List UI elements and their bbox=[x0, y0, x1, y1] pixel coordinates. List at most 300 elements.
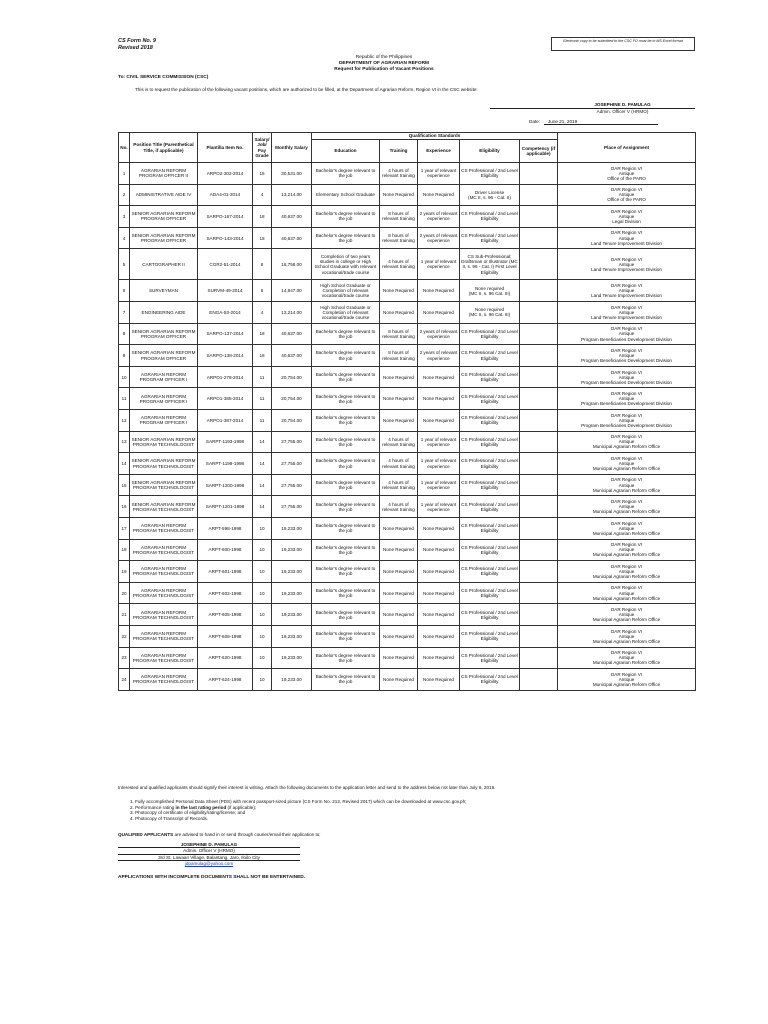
salary-grade: 10 bbox=[253, 669, 272, 691]
monthly-salary: 40,637.00 bbox=[272, 227, 312, 249]
place-of-assignment: DAR Region VI Antique Land Tenure Improvement Division bbox=[558, 280, 696, 302]
addressee: To: CIVIL SERVICE COMMISSION (CSC) bbox=[118, 75, 209, 80]
monthly-salary: 30,531.00 bbox=[272, 163, 312, 185]
training: 8 hours of relevant training bbox=[380, 323, 418, 345]
education: Elementary School Graduate bbox=[312, 184, 380, 206]
eligibility: CS Professional / 2nd Level Eligibility bbox=[460, 206, 520, 228]
education: Bachelor's degree relevant to the job bbox=[312, 582, 380, 604]
education: Bachelor's degree relevant to the job bbox=[312, 410, 380, 432]
table-body bbox=[119, 163, 696, 691]
salary-grade: 15 bbox=[253, 163, 272, 185]
training: None Required bbox=[380, 184, 418, 206]
monthly-salary: 14,847.00 bbox=[272, 280, 312, 302]
required-documents bbox=[130, 799, 466, 821]
place-of-assignment: DAR Region VI Antique Municipal Agrarian Reform Office bbox=[558, 474, 696, 496]
signatory-name: JOSEPHINE D. PAMULAG bbox=[594, 102, 651, 107]
experience: 1 year of relevant experience bbox=[418, 163, 460, 185]
row-number: 20 bbox=[119, 582, 130, 604]
eligibility: CS Professional / 2nd Level Eligibility bbox=[460, 345, 520, 367]
row-number: 17 bbox=[119, 518, 130, 540]
table-row bbox=[119, 669, 696, 691]
competency bbox=[520, 647, 558, 669]
form-no: CS Form No. 9 bbox=[118, 38, 156, 44]
table-row bbox=[119, 249, 696, 280]
monthly-salary: 27,755.00 bbox=[272, 431, 312, 453]
education: Bachelor's degree relevant to the job bbox=[312, 561, 380, 583]
training: None Required bbox=[380, 410, 418, 432]
position-title: SENIOR AGRARIAN REFORM PROGRAM OFFICER bbox=[130, 345, 198, 367]
eligibility: CS Professional / 2nd Level Eligibility bbox=[460, 647, 520, 669]
plantilla-item: CGR2-51-2014 bbox=[198, 249, 253, 280]
education: Bachelor's degree relevant to the job bbox=[312, 431, 380, 453]
education: High School Graduate or Completion of relevant vocational/trade course bbox=[312, 280, 380, 302]
education: Bachelor's degree relevant to the job bbox=[312, 206, 380, 228]
salary-grade: 14 bbox=[253, 453, 272, 475]
competency bbox=[520, 302, 558, 324]
salary-grade: 4 bbox=[253, 302, 272, 324]
competency bbox=[520, 431, 558, 453]
education: Bachelor's degree relevant to the job bbox=[312, 474, 380, 496]
address-block bbox=[118, 842, 300, 866]
experience: 2 years of relevant experience bbox=[418, 206, 460, 228]
plantilla-item: ARPT-600-1998 bbox=[198, 539, 253, 561]
table-row bbox=[119, 518, 696, 540]
header-place: Place of Assignment bbox=[558, 133, 696, 163]
plantilla-item: ARPO1-385-2014 bbox=[198, 388, 253, 410]
date-row bbox=[490, 119, 695, 125]
qualified-bold: QUALIFIED APPLICANTS bbox=[118, 832, 174, 837]
competency bbox=[520, 249, 558, 280]
salary-grade: 10 bbox=[253, 518, 272, 540]
competency bbox=[520, 669, 558, 691]
salary-grade: 14 bbox=[253, 431, 272, 453]
row-number: 19 bbox=[119, 561, 130, 583]
address-name: JOSEPHINE D. PAMULAG bbox=[180, 842, 238, 847]
place-of-assignment: DAR Region VI Antique Municipal Agrarian Reform Office bbox=[558, 431, 696, 453]
doc2-bold: in the last rating period bbox=[175, 804, 227, 810]
position-title: SENIOR AGRARIAN REFORM PROGRAM TECHNOLOGIST bbox=[130, 474, 198, 496]
training: None Required bbox=[380, 280, 418, 302]
salary-grade: 11 bbox=[253, 366, 272, 388]
competency bbox=[520, 280, 558, 302]
document-item: 4. Photocopy of Transcript of Records. bbox=[130, 815, 209, 821]
row-number: 18 bbox=[119, 539, 130, 561]
training: None Required bbox=[380, 625, 418, 647]
plantilla-item: SARPO-143-2014 bbox=[198, 227, 253, 249]
experience: 1 year of relevant experience bbox=[418, 453, 460, 475]
education: Bachelor's degree relevant to the job bbox=[312, 625, 380, 647]
place-of-assignment: DAR Region VI Antique Municipal Agrarian Reform Office bbox=[558, 539, 696, 561]
eligibility: CS Professional / 2nd Level Eligibility bbox=[460, 410, 520, 432]
email-link[interactable]: jdpamulag@yahoo.com bbox=[118, 860, 300, 866]
table-row bbox=[119, 496, 696, 518]
qualified-applicants-note bbox=[118, 832, 321, 837]
competency bbox=[520, 582, 558, 604]
position-title: SENIOR AGRARIAN REFORM PROGRAM TECHNOLOGIST bbox=[130, 496, 198, 518]
experience: 2 years of relevant experience bbox=[418, 345, 460, 367]
eligibility: CS Professional / 2nd Level Eligibility bbox=[460, 453, 520, 475]
training: None Required bbox=[380, 669, 418, 691]
form-revised: Revised 2018 bbox=[118, 44, 153, 51]
header-position: Position Title (Parenthetical Title, if applicable) bbox=[130, 133, 198, 163]
salary-grade: 14 bbox=[253, 474, 272, 496]
monthly-salary: 19,233.00 bbox=[272, 582, 312, 604]
training: 8 hours of relevant training bbox=[380, 227, 418, 249]
row-number: 16 bbox=[119, 496, 130, 518]
experience: None Required bbox=[418, 184, 460, 206]
position-title: AGRARIAN REFORM PROGRAM OFFICER I bbox=[130, 410, 198, 432]
monthly-salary: 27,755.00 bbox=[272, 474, 312, 496]
plantilla-item: ARPO1-278-2014 bbox=[198, 366, 253, 388]
experience: None Required bbox=[418, 518, 460, 540]
table-row bbox=[119, 366, 696, 388]
address-street: 3rd St. Lawaan Village, Balantang, Jaro, Iloilo City bbox=[118, 854, 300, 860]
experience: 1 year of relevant experience bbox=[418, 249, 460, 280]
place-of-assignment: DAR Region VI Antique Legal Division bbox=[558, 206, 696, 228]
position-title: AGRARIAN REFORM PROGRAM TECHNOLOGIST bbox=[130, 604, 198, 626]
salary-grade: 10 bbox=[253, 582, 272, 604]
competency bbox=[520, 184, 558, 206]
eligibility: None required (MC II, s. 96 Cat. III) bbox=[460, 302, 520, 324]
experience: None Required bbox=[418, 302, 460, 324]
salary-grade: 11 bbox=[253, 410, 272, 432]
competency bbox=[520, 561, 558, 583]
competency bbox=[520, 604, 558, 626]
position-title: ENGINEERING AIDE bbox=[130, 302, 198, 324]
salary-grade: 10 bbox=[253, 561, 272, 583]
place-of-assignment: DAR Region VI Antique Program Beneficiaries Development Division bbox=[558, 323, 696, 345]
header-salary-grade: Salary/ Job/ Pay Grade bbox=[253, 133, 272, 163]
table-row bbox=[119, 431, 696, 453]
place-of-assignment: DAR Region VI Antique Land Tenure Improvement Division bbox=[558, 227, 696, 249]
monthly-salary: 19,233.00 bbox=[272, 669, 312, 691]
doc2-pre: 2. Performance rating bbox=[130, 804, 175, 810]
monthly-salary: 40,637.00 bbox=[272, 345, 312, 367]
salary-grade: 11 bbox=[253, 388, 272, 410]
place-of-assignment: DAR Region VI Antique Office of the PARO bbox=[558, 163, 696, 185]
table-row bbox=[119, 625, 696, 647]
table-row bbox=[119, 582, 696, 604]
position-title: SENIOR AGRARIAN REFORM PROGRAM TECHNOLOGIST bbox=[130, 453, 198, 475]
table-row bbox=[119, 410, 696, 432]
place-of-assignment: DAR Region VI Antique Land Tenure Improvement Division bbox=[558, 249, 696, 280]
place-of-assignment: DAR Region VI Antique Municipal Agrarian Reform Office bbox=[558, 518, 696, 540]
competency bbox=[520, 453, 558, 475]
experience: None Required bbox=[418, 366, 460, 388]
table-row bbox=[119, 302, 696, 324]
plantilla-item: SARPO-167-2014 bbox=[198, 206, 253, 228]
eligibility: CS Professional / 2nd Level Eligibility bbox=[460, 625, 520, 647]
plantilla-item: SURVM-49-2014 bbox=[198, 280, 253, 302]
eligibility: CS Professional / 2nd Level Eligibility bbox=[460, 323, 520, 345]
eligibility: CS Professional / 2nd Level Eligibility bbox=[460, 539, 520, 561]
table-row bbox=[119, 561, 696, 583]
excel-format-note: Electronic copy to be submitted to the CSC FO must be in MS Excel format bbox=[551, 37, 695, 51]
row-number: 8 bbox=[119, 323, 130, 345]
competency bbox=[520, 206, 558, 228]
training: None Required bbox=[380, 518, 418, 540]
education: Bachelor's degree relevant to the job bbox=[312, 604, 380, 626]
experience: 1 year of relevant experience bbox=[418, 431, 460, 453]
place-of-assignment: DAR Region VI Antique Program Beneficiaries Development Division bbox=[558, 345, 696, 367]
qualified-rest: are advised to hand in or send through courier/email their application to: bbox=[174, 832, 321, 837]
monthly-salary: 16,758.00 bbox=[272, 249, 312, 280]
position-title: AGRARIAN REFORM PROGRAM OFFICER II bbox=[130, 163, 198, 185]
competency bbox=[520, 410, 558, 432]
competency bbox=[520, 366, 558, 388]
experience: 1 year of relevant experience bbox=[418, 496, 460, 518]
salary-grade: 8 bbox=[253, 249, 272, 280]
plantilla-item: SARPT-1200-1998 bbox=[198, 474, 253, 496]
competency bbox=[520, 388, 558, 410]
experience: None Required bbox=[418, 669, 460, 691]
monthly-salary: 20,754.00 bbox=[272, 366, 312, 388]
request-text: This is to request the publication of the following vacant positions, which are authorized to be filled, at the Department of Agrarian Reform, Region VI in the CSC website: bbox=[135, 87, 478, 92]
eligibility: CS Professional / 2nd Level Eligibility bbox=[460, 163, 520, 185]
training: None Required bbox=[380, 302, 418, 324]
monthly-salary: 19,233.00 bbox=[272, 539, 312, 561]
row-number: 13 bbox=[119, 431, 130, 453]
salary-grade: 4 bbox=[253, 184, 272, 206]
salary-grade: 10 bbox=[253, 539, 272, 561]
position-title: SENIOR AGRARIAN REFORM PROGRAM OFFICER bbox=[130, 227, 198, 249]
monthly-salary: 19,233.00 bbox=[272, 625, 312, 647]
row-number: 14 bbox=[119, 453, 130, 475]
doc2-post: (if applicable); bbox=[227, 804, 257, 810]
plantilla-item: ARPT-602-1998 bbox=[198, 582, 253, 604]
plantilla-item: ENGA-53-2014 bbox=[198, 302, 253, 324]
education: Bachelor's degree relevant to the job bbox=[312, 227, 380, 249]
position-title: AGRARIAN REFORM PROGRAM TECHNOLOGIST bbox=[130, 647, 198, 669]
eligibility: CS Sub-Professional; Draftsman or Illustrator (MC II, s. 96 - Cat. I) First Level Eligibility bbox=[460, 249, 520, 280]
competency bbox=[520, 496, 558, 518]
position-title: SENIOR AGRARIAN REFORM PROGRAM TECHNOLOGIST bbox=[130, 431, 198, 453]
document-item: 3. Photocopy of certificate of eligibility/rating/license; and bbox=[130, 810, 246, 816]
header-experience: Experience bbox=[418, 140, 460, 163]
position-title: AGRARIAN REFORM PROGRAM OFFICER I bbox=[130, 388, 198, 410]
eligibility: CS Professional / 2nd Level Eligibility bbox=[460, 669, 520, 691]
competency bbox=[520, 474, 558, 496]
position-title: AGRARIAN REFORM PROGRAM TECHNOLOGIST bbox=[130, 669, 198, 691]
header-no: No. bbox=[119, 133, 130, 163]
table-row bbox=[119, 323, 696, 345]
training: 4 hours of relevant training bbox=[380, 249, 418, 280]
experience: None Required bbox=[418, 604, 460, 626]
monthly-salary: 27,755.00 bbox=[272, 453, 312, 475]
position-title: AGRARIAN REFORM PROGRAM TECHNOLOGIST bbox=[130, 625, 198, 647]
place-of-assignment: DAR Region VI Antique Municipal Agrarian Reform Office bbox=[558, 561, 696, 583]
eligibility: CS Professional / 2nd Level Eligibility bbox=[460, 474, 520, 496]
salary-grade: 10 bbox=[253, 625, 272, 647]
position-title: AGRARIAN REFORM PROGRAM TECHNOLOGIST bbox=[130, 561, 198, 583]
education: Bachelor's degree relevant to the job bbox=[312, 539, 380, 561]
position-title: AGRARIAN REFORM PROGRAM TECHNOLOGIST bbox=[130, 518, 198, 540]
training: 8 hours of relevant training bbox=[380, 345, 418, 367]
position-title: CARTOGRAPHER II bbox=[130, 249, 198, 280]
position-title: AGRARIAN REFORM PROGRAM TECHNOLOGIST bbox=[130, 539, 198, 561]
training: 4 hours of relevant training bbox=[380, 496, 418, 518]
signatory-block bbox=[490, 102, 695, 125]
plantilla-item: SARPO-138-2014 bbox=[198, 345, 253, 367]
row-number: 23 bbox=[119, 647, 130, 669]
row-number: 5 bbox=[119, 249, 130, 280]
position-title: AGRARIAN REFORM PROGRAM OFFICER I bbox=[130, 366, 198, 388]
monthly-salary: 27,755.00 bbox=[272, 496, 312, 518]
plantilla-item: ARPT-624-1998 bbox=[198, 669, 253, 691]
training: None Required bbox=[380, 388, 418, 410]
competency bbox=[520, 345, 558, 367]
training: 8 hours of relevant training bbox=[380, 206, 418, 228]
plantilla-item: ARPT-605-1998 bbox=[198, 604, 253, 626]
document-header bbox=[0, 55, 768, 74]
education: Bachelor's degree relevant to the job bbox=[312, 323, 380, 345]
experience: None Required bbox=[418, 647, 460, 669]
monthly-salary: 13,214.00 bbox=[272, 184, 312, 206]
education: Bachelor's degree relevant to the job bbox=[312, 453, 380, 475]
education: Completion of two years studies in college or High School Graduate with relevant vocational/trade course bbox=[312, 249, 380, 280]
place-of-assignment: DAR Region VI Antique Municipal Agrarian Reform Office bbox=[558, 647, 696, 669]
row-number: 11 bbox=[119, 388, 130, 410]
header-department: DEPARTMENT OF AGRARIAN REFORM bbox=[338, 61, 430, 67]
education: Bachelor's degree relevant to the job bbox=[312, 669, 380, 691]
training: None Required bbox=[380, 647, 418, 669]
experience: None Required bbox=[418, 582, 460, 604]
place-of-assignment: DAR Region VI Antique Municipal Agrarian Reform Office bbox=[558, 625, 696, 647]
row-number: 1 bbox=[119, 163, 130, 185]
place-of-assignment: DAR Region VI Antique Municipal Agrarian Reform Office bbox=[558, 669, 696, 691]
plantilla-item: ARPO2-302-2014 bbox=[198, 163, 253, 185]
table-row bbox=[119, 539, 696, 561]
competency bbox=[520, 625, 558, 647]
eligibility: CS Professional / 2nd Level Eligibility bbox=[460, 561, 520, 583]
salary-grade: 18 bbox=[253, 345, 272, 367]
header-training: Training bbox=[380, 140, 418, 163]
table-row bbox=[119, 280, 696, 302]
monthly-salary: 20,754.00 bbox=[272, 388, 312, 410]
place-of-assignment: DAR Region VI Antique Municipal Agrarian Reform Office bbox=[558, 582, 696, 604]
education: Bachelor's degree relevant to the job bbox=[312, 518, 380, 540]
place-of-assignment: DAR Region VI Antique Program Beneficiaries Development Division bbox=[558, 388, 696, 410]
salary-grade: 18 bbox=[253, 323, 272, 345]
monthly-salary: 20,754.00 bbox=[272, 410, 312, 432]
salary-grade: 14 bbox=[253, 496, 272, 518]
monthly-salary: 19,233.00 bbox=[272, 604, 312, 626]
document-item: 1. Fully accomplished Personal Data Sheet (PDS) with recent passport-sized picture (CS Form No. 212, Revised 2017) which can be downloaded at www.csc.gov.ph; bbox=[130, 799, 467, 804]
place-of-assignment: DAR Region VI Antique Program Beneficiaries Development Division bbox=[558, 366, 696, 388]
position-title: SENIOR AGRARIAN REFORM PROGRAM OFFICER bbox=[130, 206, 198, 228]
place-of-assignment: DAR Region VI Antique Land Tenure Improvement Division bbox=[558, 302, 696, 324]
table-row bbox=[119, 474, 696, 496]
row-number: 21 bbox=[119, 604, 130, 626]
incomplete-documents-warning: APPLICATIONS WITH INCOMPLETE DOCUMENTS SHALL NOT BE ENTERTAINED. bbox=[118, 875, 306, 880]
education: Bachelor's degree relevant to the job bbox=[312, 163, 380, 185]
training: None Required bbox=[380, 604, 418, 626]
salary-grade: 6 bbox=[253, 280, 272, 302]
place-of-assignment: DAR Region VI Antique Office of the PARO bbox=[558, 184, 696, 206]
form-number bbox=[118, 38, 156, 51]
row-number: 12 bbox=[119, 410, 130, 432]
training: None Required bbox=[380, 561, 418, 583]
competency bbox=[520, 539, 558, 561]
vacant-positions-table bbox=[118, 132, 696, 691]
plantilla-item: ARPT-598-1998 bbox=[198, 518, 253, 540]
header-monthly-salary: Monthly Salary bbox=[272, 133, 312, 163]
eligibility: CS Professional / 2nd Level Eligibility bbox=[460, 227, 520, 249]
row-number: 7 bbox=[119, 302, 130, 324]
interest-instructions: Interested and qualified applicants should signify their interest in writing. Attach the following documents to the application letter and send to the address below not later than July 8, 2019. bbox=[118, 785, 496, 790]
training: 4 hours of relevant training bbox=[380, 453, 418, 475]
plantilla-item: SARPT-1193-1998 bbox=[198, 431, 253, 453]
eligibility: CS Professional / 2nd Level Eligibility bbox=[460, 431, 520, 453]
row-number: 4 bbox=[119, 227, 130, 249]
plantilla-item: ADA4-01-2014 bbox=[198, 184, 253, 206]
eligibility: CS Professional / 2nd Level Eligibility bbox=[460, 582, 520, 604]
row-number: 24 bbox=[119, 669, 130, 691]
row-number: 15 bbox=[119, 474, 130, 496]
training: None Required bbox=[380, 582, 418, 604]
eligibility: CS Professional / 2nd Level Eligibility bbox=[460, 366, 520, 388]
header-eligibility: Eligibility bbox=[460, 140, 520, 163]
experience: 1 year of relevant experience bbox=[418, 474, 460, 496]
education: Bachelor's degree relevant to the job bbox=[312, 345, 380, 367]
monthly-salary: 40,637.00 bbox=[272, 323, 312, 345]
table-row bbox=[119, 184, 696, 206]
signatory-position: Admin. Officer V (HRMO) bbox=[490, 108, 695, 114]
table-row bbox=[119, 227, 696, 249]
experience: None Required bbox=[418, 625, 460, 647]
position-title: AGRARIAN REFORM PROGRAM TECHNOLOGIST bbox=[130, 582, 198, 604]
eligibility: CS Professional / 2nd Level Eligibility bbox=[460, 388, 520, 410]
plantilla-item: ARPT-620-1998 bbox=[198, 647, 253, 669]
table-row bbox=[119, 206, 696, 228]
header-competency: Competency (if applicable) bbox=[520, 140, 558, 163]
competency bbox=[520, 163, 558, 185]
plantilla-item: SARPO-137-2014 bbox=[198, 323, 253, 345]
experience: 2 years of relevant experience bbox=[418, 323, 460, 345]
monthly-salary: 13,214.00 bbox=[272, 302, 312, 324]
row-number: 10 bbox=[119, 366, 130, 388]
plantilla-item: ARPT-601-1998 bbox=[198, 561, 253, 583]
table-row bbox=[119, 388, 696, 410]
plantilla-item: SARPT-1198-1998 bbox=[198, 453, 253, 475]
education: Bachelor's degree relevant to the job bbox=[312, 647, 380, 669]
position-title: SENIOR AGRARIAN REFORM PROGRAM OFFICER bbox=[130, 323, 198, 345]
eligibility: None required (MC II, s. 96 Cat. III) bbox=[460, 280, 520, 302]
plantilla-item: ARPO1-387-2014 bbox=[198, 410, 253, 432]
experience: None Required bbox=[418, 280, 460, 302]
monthly-salary: 19,233.00 bbox=[272, 561, 312, 583]
competency bbox=[520, 323, 558, 345]
table-row bbox=[119, 163, 696, 185]
competency bbox=[520, 227, 558, 249]
table-row bbox=[119, 604, 696, 626]
salary-grade: 10 bbox=[253, 604, 272, 626]
header-education: Education bbox=[312, 140, 380, 163]
date-value: June 21, 2019 bbox=[544, 119, 658, 125]
row-number: 9 bbox=[119, 345, 130, 367]
training: 4 hours of relevant training bbox=[380, 163, 418, 185]
row-number: 2 bbox=[119, 184, 130, 206]
table-row bbox=[119, 453, 696, 475]
training: 4 hours of relevant training bbox=[380, 431, 418, 453]
monthly-salary: 40,637.00 bbox=[272, 206, 312, 228]
header-qualification-standards: Qualification Standards bbox=[312, 133, 558, 140]
education: Bachelor's degree relevant to the job bbox=[312, 496, 380, 518]
experience: None Required bbox=[418, 410, 460, 432]
salary-grade: 10 bbox=[253, 647, 272, 669]
eligibility: Driver License (MC II, s. 96 - Cat. II) bbox=[460, 184, 520, 206]
header-title: Request for Publication of Vacant Positions bbox=[334, 67, 434, 73]
